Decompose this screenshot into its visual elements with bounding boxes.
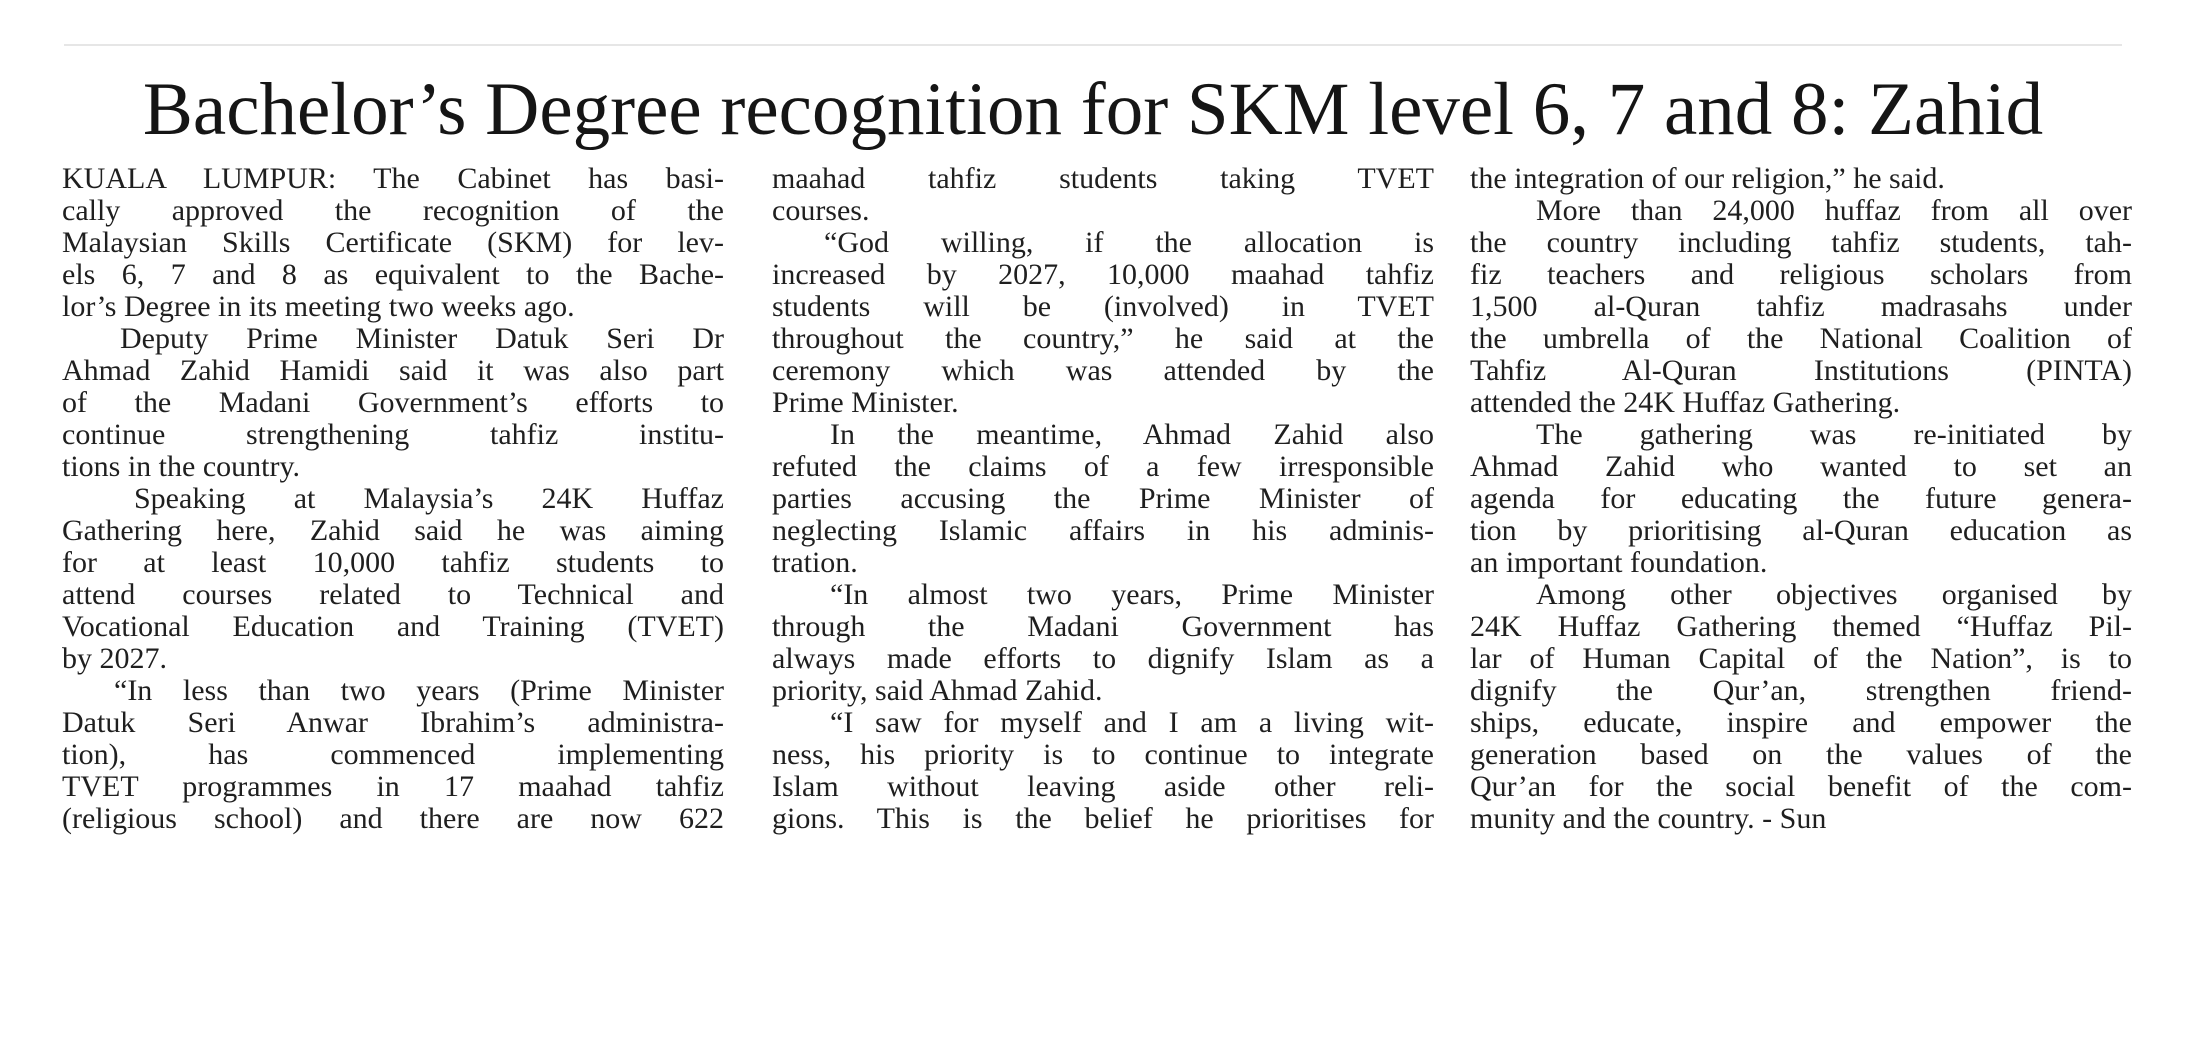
text-line: parties accusing the Prime Minister of [772,482,1434,515]
text-line: by 2027. [62,642,167,675]
text-line: fiz teachers and religious scholars from [1470,258,2132,291]
text-line: tion), has commenced implementing [62,738,724,771]
text-line: gions. This is the belief he prioritises for [772,802,1434,835]
text-line: for at least 10,000 tahfiz students to [62,546,724,579]
text-line: Among other objectives organised by [1536,578,2132,611]
text-line: The gathering was re-initiated by [1536,418,2132,451]
text-line: agenda for educating the future genera- [1470,482,2132,515]
text-line: maahad tahfiz students taking TVET [772,162,1434,195]
text-line: neglecting Islamic affairs in his adminis- [772,514,1434,547]
text-line: the country including tahfiz students, tah- [1470,226,2132,259]
text-line: tions in the country. [62,450,301,483]
text-line: Prime Minister. [772,386,959,419]
text-line: increased by 2027, 10,000 maahad tahfiz [772,258,1434,291]
text-line: tration. [772,546,858,579]
text-line: throughout the country,” he said at the [772,322,1434,355]
text-line: lar of Human Capital of the Nation”, is to [1470,642,2132,675]
top-rule [64,44,2122,46]
text-line: tion by prioritising al-Quran education as [1470,514,2132,547]
text-line: In the meantime, Ahmad Zahid also [830,418,1434,451]
text-line: Ahmad Zahid who wanted to set an [1470,450,2132,483]
text-line: Ahmad Zahid Hamidi said it was also part [62,354,724,387]
text-line: through the Madani Government has [772,610,1434,643]
text-line: refuted the claims of a few irresponsible [772,450,1434,483]
text-line: lor’s Degree in its meeting two weeks ago. [62,290,575,323]
text-line: generation based on the values of the [1470,738,2132,771]
article-column-3 [1470,163,2132,835]
text-line: More than 24,000 huffaz from all over [1536,194,2132,227]
text-line: dignify the Qur’an, strengthen friend- [1470,674,2132,707]
text-line: “In less than two years (Prime Minister [114,674,724,707]
text-line: courses. [772,194,870,227]
text-line: “I saw for myself and I am a living wit- [830,706,1434,739]
text-line: Tahfiz Al-Quran Institutions (PINTA) [1470,354,2132,387]
article-column-1 [62,163,724,835]
text-line: Malaysian Skills Certificate (SKM) for lev- [62,226,724,259]
text-line: ceremony which was attended by the [772,354,1434,387]
text-line: always made efforts to dignify Islam as a [772,642,1434,675]
text-line: “God willing, if the allocation is [824,226,1434,259]
text-line: priority, said Ahmad Zahid. [772,674,1103,707]
text-line: attend courses related to Technical and [62,578,724,611]
text-line: Gathering here, Zahid said he was aiming [62,514,724,547]
text-line: 24K Huffaz Gathering themed “Huffaz Pil- [1470,610,2132,643]
text-line: Datuk Seri Anwar Ibrahim’s administra- [62,706,724,739]
text-line: KUALA LUMPUR: The Cabinet has basi- [62,162,724,195]
text-line: “In almost two years, Prime Minister [830,578,1434,611]
text-line: continue strengthening tahfiz institu- [62,418,724,451]
text-line: attended the 24K Huffaz Gathering. [1470,386,1901,419]
text-line: of the Madani Government’s efforts to [62,386,724,419]
text-line: ness, his priority is to continue to integrate [772,738,1434,771]
text-line: the umbrella of the National Coalition of [1470,322,2132,355]
text-line: Deputy Prime Minister Datuk Seri Dr [120,322,724,355]
text-line: the integration of our religion,” he said. [1470,162,1945,195]
text-line: an important foundation. [1470,546,1768,579]
text-line: Vocational Education and Training (TVET) [62,610,724,643]
text-line: (religious school) and there are now 622 [62,802,724,835]
text-line: ships, educate, inspire and empower the [1470,706,2132,739]
text-line: munity and the country. - Sun [1470,802,1827,835]
article-column-2 [772,163,1434,835]
text-line: TVET programmes in 17 maahad tahfiz [62,770,724,803]
text-line: cally approved the recognition of the [62,194,724,227]
text-line: els 6, 7 and 8 as equivalent to the Bache- [62,258,724,291]
text-line: students will be (involved) in TVET [772,290,1434,323]
article-headline: Bachelor’s Degree recognition for SKM level 6, 7 and 8: Zahid [142,68,2044,151]
text-line: Speaking at Malaysia’s 24K Huffaz [134,482,724,515]
text-line: 1,500 al-Quran tahfiz madrasahs under [1470,290,2132,323]
text-line: Islam without leaving aside other reli- [772,770,1434,803]
text-line: Qur’an for the social benefit of the com- [1470,770,2132,803]
